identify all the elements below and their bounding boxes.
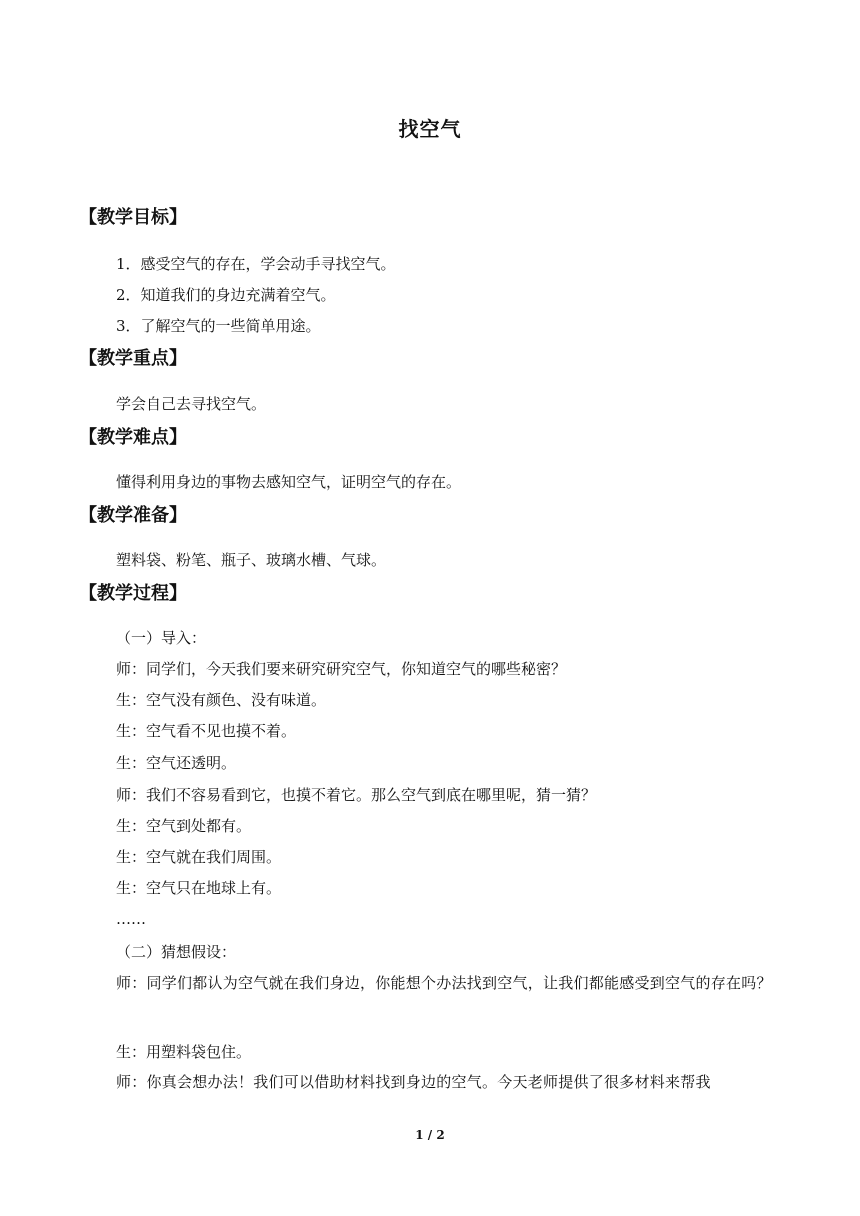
process-paragraph: 师：同学们都认为空气就在我们身边，你能想个办法找到空气，让我们都能感受到空气的存在吗？ xyxy=(116,974,772,992)
key-points-text: 学会自己去寻找空气。 xyxy=(116,395,267,413)
process-line: 生：空气就在我们周围。 xyxy=(116,848,282,866)
document-title: 找空气 xyxy=(398,117,462,141)
process-line: 生：空气看不见也摸不着。 xyxy=(116,722,297,740)
process-line: 师：我们不容易看到它，也摸不着它。那么空气到底在哪里呢，猜一猜？ xyxy=(116,786,597,804)
heading-difficulties: 【教学难点】 xyxy=(79,427,187,448)
goal-item-2: 2．知道我们的身边充满着空气。 xyxy=(116,286,336,304)
process-line: 生：空气没有颜色、没有味道。 xyxy=(116,691,327,709)
process-line: 生：空气只在地球上有。 xyxy=(116,879,282,897)
process-line: （二）猜想假设： xyxy=(116,943,237,961)
heading-key-points: 【教学重点】 xyxy=(79,348,187,369)
goal-item-1: 1．感受空气的存在，学会动手寻找空气。 xyxy=(116,255,396,273)
process-line: 生：空气到处都有。 xyxy=(116,817,252,835)
heading-preparation: 【教学准备】 xyxy=(79,505,187,526)
process-paragraph: 师：你真会想办法！我们可以借助材料找到身边的空气。今天老师提供了很多材料来帮我 xyxy=(116,1073,711,1091)
difficulties-text: 懂得利用身边的事物去感知空气，证明空气的存在。 xyxy=(116,473,462,491)
process-line: 师：同学们，今天我们要来研究研究空气，你知道空气的哪些秘密？ xyxy=(116,660,567,678)
heading-process: 【教学过程】 xyxy=(79,583,187,604)
process-line: 生：用塑料袋包住。 xyxy=(116,1043,252,1061)
preparation-text: 塑料袋、粉笔、瓶子、玻璃水槽、气球。 xyxy=(116,551,387,569)
ellipsis: …… xyxy=(116,910,146,928)
page-number: 1 / 2 xyxy=(415,1128,445,1142)
heading-teaching-goals: 【教学目标】 xyxy=(79,207,187,228)
process-line: （一）导入： xyxy=(116,629,207,647)
process-line: 生：空气还透明。 xyxy=(116,754,237,772)
goal-item-3: 3．了解空气的一些简单用途。 xyxy=(116,317,321,335)
